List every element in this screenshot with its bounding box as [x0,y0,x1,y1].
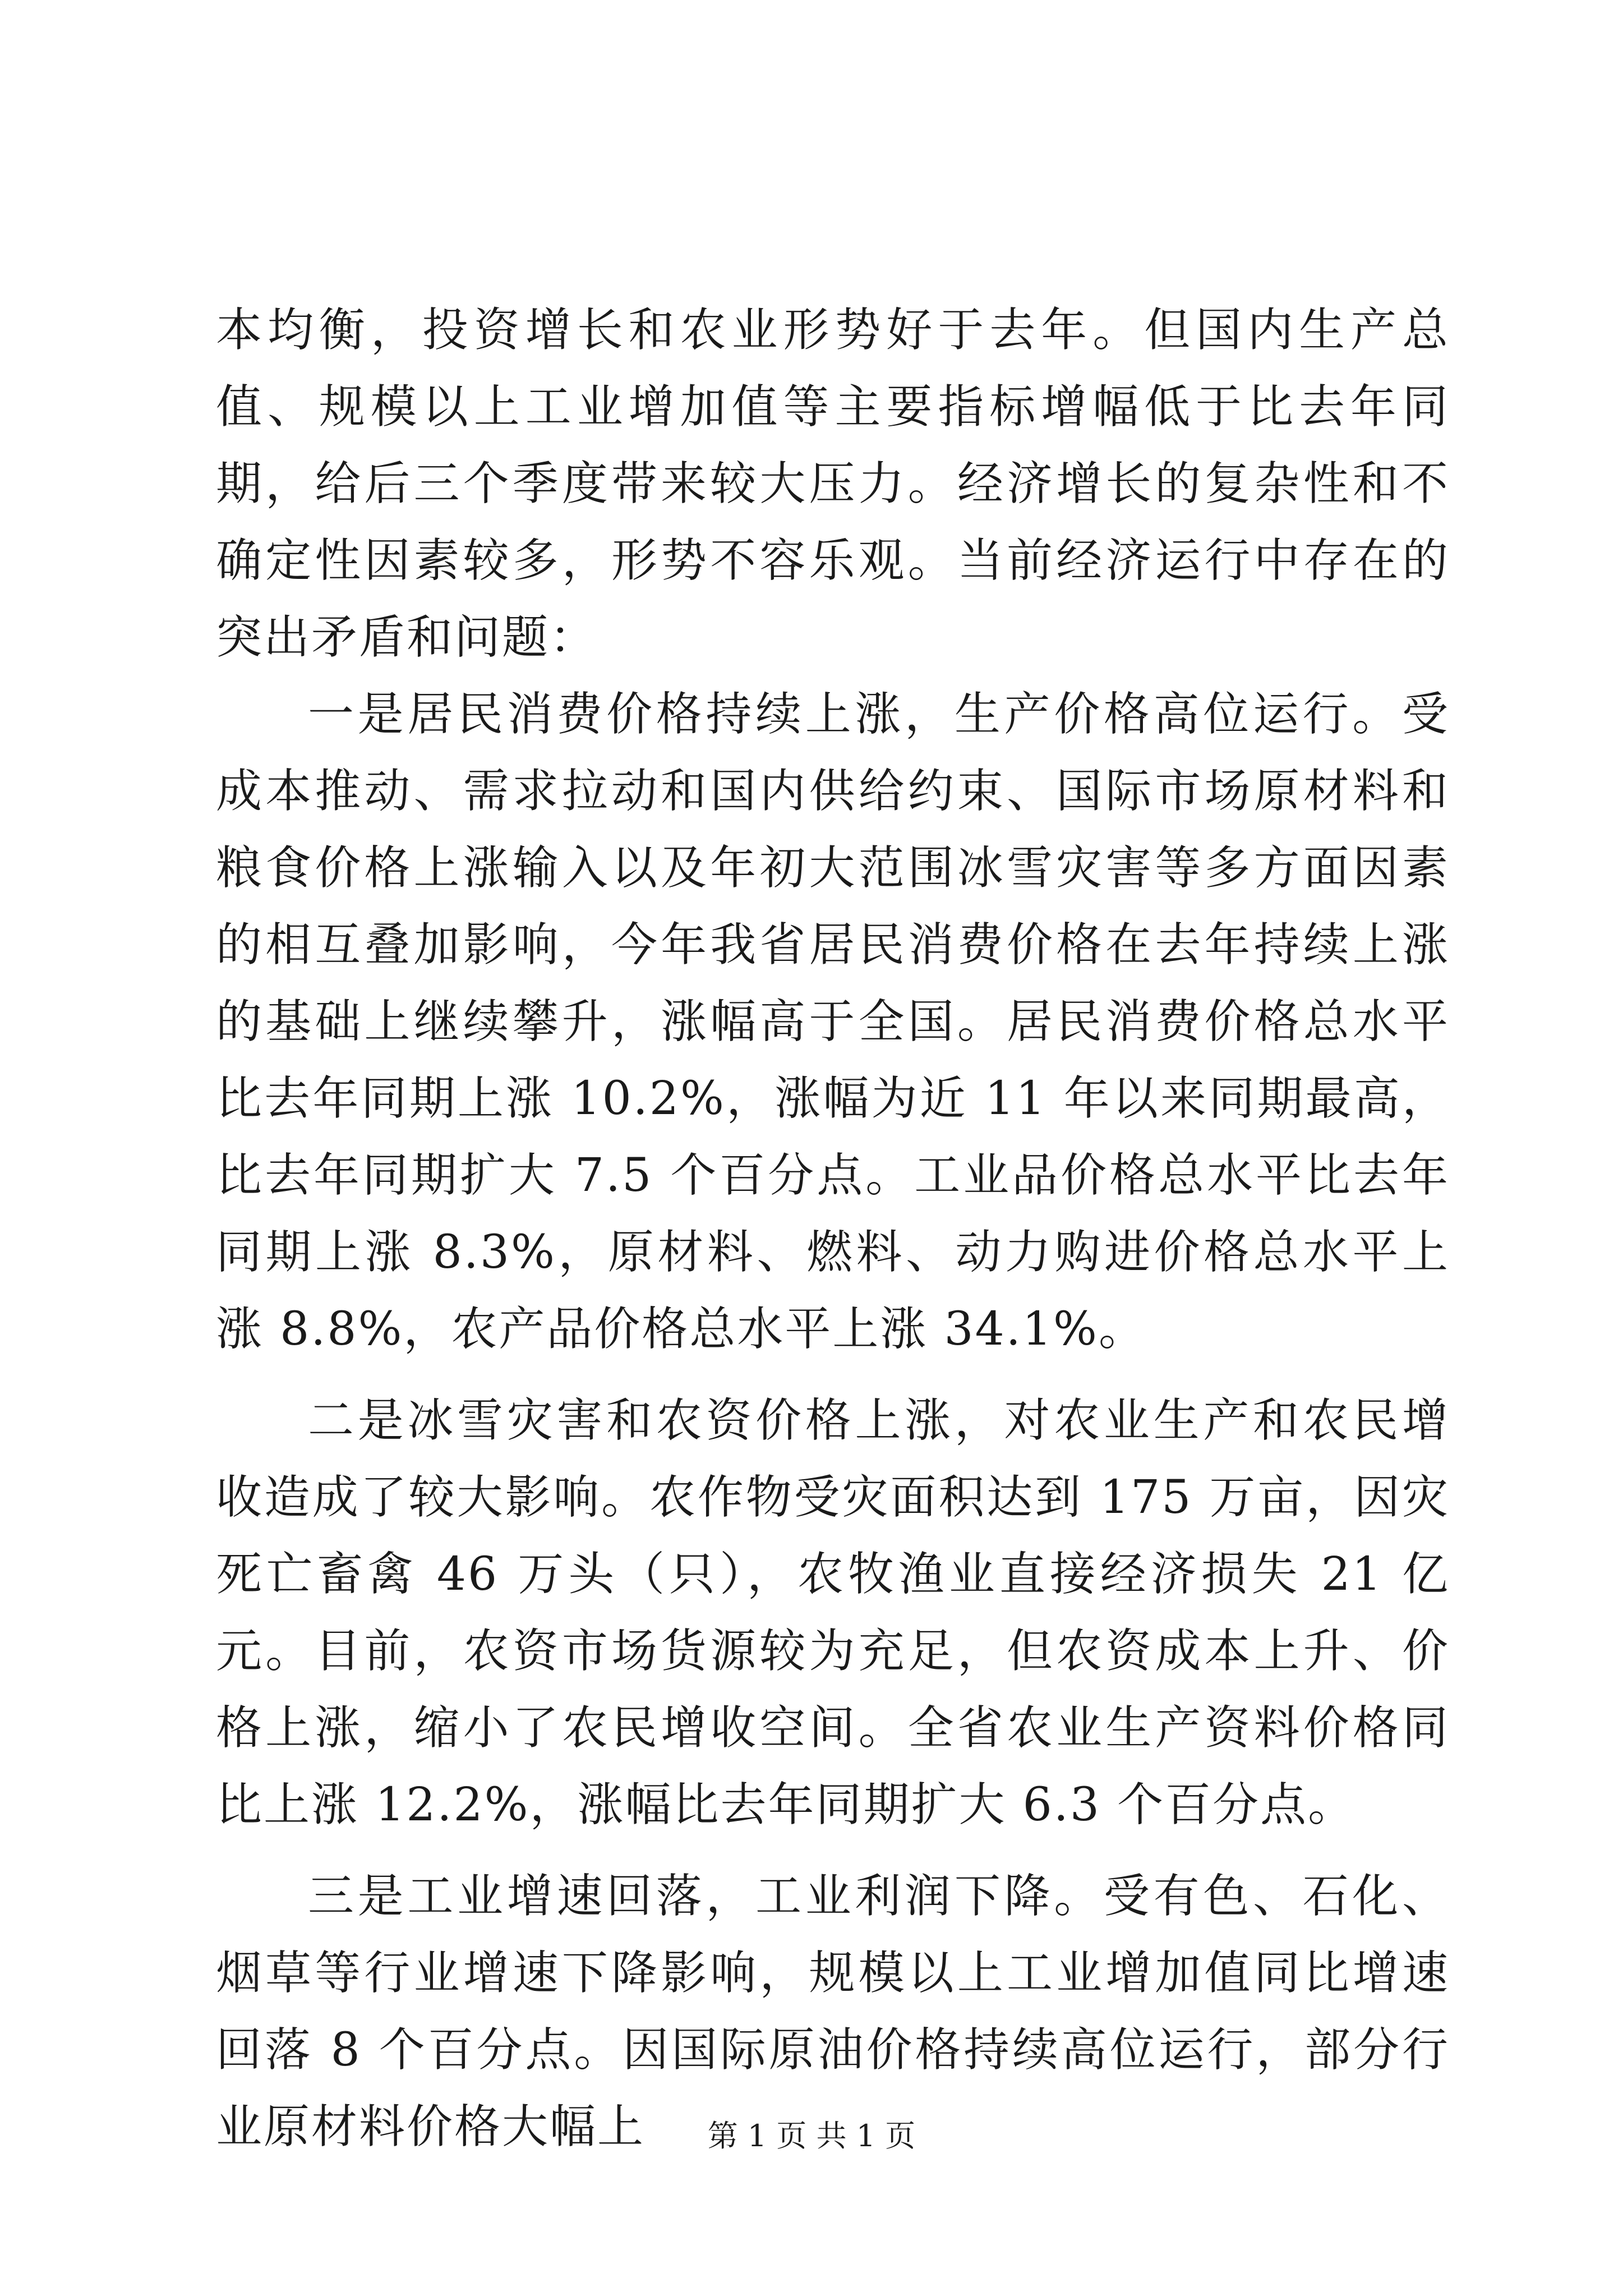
paragraph-point-one: 一是居民消费价格持续上涨，生产价格高位运行。受成本推动、需求拉动和国内供给约束、国际市场原材料和粮食价格上涨输入以及年初大范围冰雪灾害等多方面因素的相互叠加影响，今年我省居民消费价格在去年持续上涨的基础上继续攀升，涨幅高于全国。居民消费价格总水平比去年同期上涨 10.2%，涨幅为近 11 年以来同期最高，比去年同期扩大 7.5 个百分点。工业品价格总水平比去年同期上涨 8.3%，原材料、燃料、动力购进价格总水平上涨 8.8%，农产品价格总水平上涨 34.1%。 [216,688,1450,1356]
paragraph-point-two: 二是冰雪灾害和农资价格上涨，对农业生产和农民增收造成了较大影响。农作物受灾面积达到 175 万亩，因灾死亡畜禽 46 万头（只），农牧渔业直接经济损失 21 亿元。目前，农资市场货源较为充足，但农资成本上升、价格上涨，缩小了农民增收空间。全省农业生产资料价格同比上涨 12.2%，涨幅比去年同期扩大 6.3 个百分点。 [216,1394,1450,1832]
paragraph-point-three: 三是工业增速回落，工业利润下降。受有色、石化、烟草等行业增速下降影响，规模以上工业增加值同比增速回落 8 个百分点。因国际原油价格持续高位运行，部分行业原材料价格大幅上 [216,1870,1450,2154]
document-body [216,292,1450,2165]
paragraph-continuation: 本均衡，投资增长和农业形势好于去年。但国内生产总值、规模以上工业增加值等主要指标增幅低于比去年同期，给后三个季度带来较大压力。经济增长的复杂性和不确定性因素较多，形势不容乐观。当前经济运行中存在的突出矛盾和问题： [216,303,1450,664]
page-number-footer: 第 1 页 共 1 页 [707,2118,916,2154]
